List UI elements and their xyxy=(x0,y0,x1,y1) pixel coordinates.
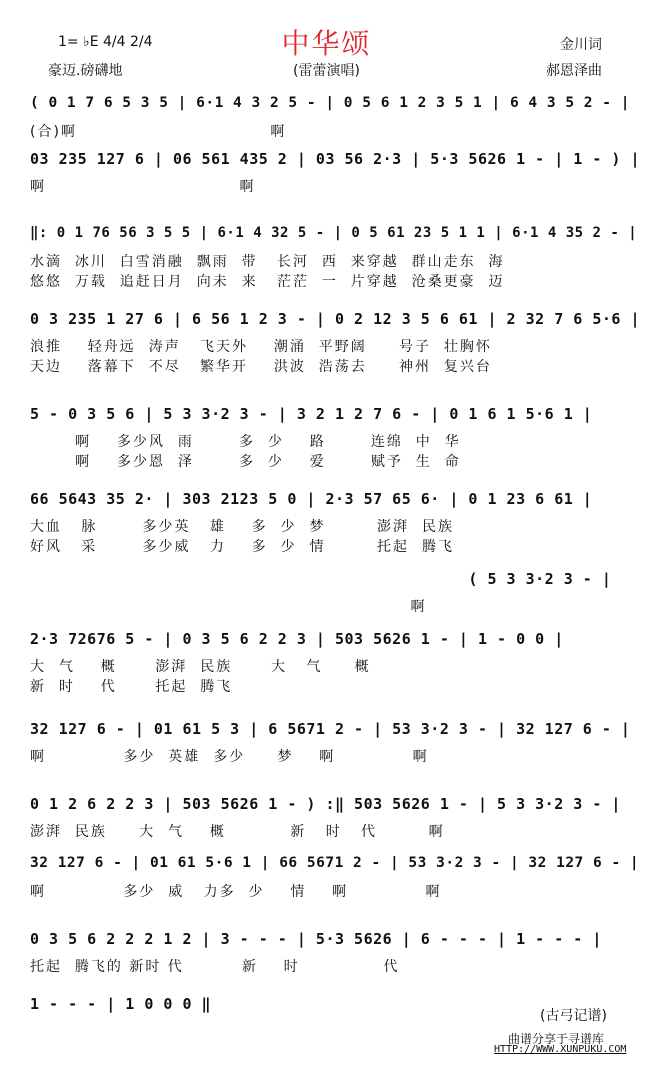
lyric-line: 水滴 冰川 白雪消融 飘雨 带 长河 西 来穿越 群山走东 海 xyxy=(30,254,505,270)
notation-line: 1 - - - | 1 0 0 0 ‖ xyxy=(30,995,212,1013)
notation-line: 32 127 6 - | 01 61 5 3 | 6 5671 2 - | 53 3·2 3 - | 32 127 6 - | xyxy=(30,720,631,738)
lyric-line: 澎湃 民族 大 气 概 新 时 代 啊 xyxy=(30,824,445,840)
lyric-line: 啊 多少恩 泽 多 少 爱 赋予 生 命 xyxy=(30,454,461,470)
lyric-line: 大 气 概 澎湃 民族 大 气 概 xyxy=(30,659,371,675)
composer-credit: 郝恩泽曲 xyxy=(546,63,602,79)
lyric-line: 悠悠 万载 追赶日月 向未 来 茫茫 一 片穿越 沧桑更豪 迈 xyxy=(30,274,505,290)
staff-row xyxy=(0,310,653,406)
site-link[interactable]: HTTP://WWW.XUNPUKU.COM xyxy=(494,1044,627,1055)
notation-line: ‖: 0 1 76 56 3 5 5 | 6·1 4 32 5 - | 0 5 61 23 5 1 1 | 6·1 4 35 2 - | xyxy=(30,225,638,241)
lyric-line: (合)啊 啊 xyxy=(30,124,287,140)
recorder-credit: (古弓记谱) xyxy=(540,1008,607,1024)
lyric-line: 啊 xyxy=(30,599,427,615)
notation-line: 03 235 127 6 | 06 561 435 2 | 03 56 2·3 | 5·3 5626 1 - | 1 - ) | xyxy=(30,150,640,168)
notation-line: 32 127 6 - | 01 61 5·6 1 | 66 5671 2 - | 53 3·2 3 - | 32 127 6 - | xyxy=(30,855,640,871)
lyric-line: 好风 采 多少威 力 多 少 情 托起 腾飞 xyxy=(30,539,454,555)
notation-line: 0 3 235 1 27 6 | 6 56 1 2 3 - | 0 2 12 3 5 6 61 | 2 32 7 6 5·6 | xyxy=(30,310,640,328)
lyric-line: 新 时 代 托起 腾飞 xyxy=(30,679,233,695)
notation-line: 5 - 0 3 5 6 | 5 3 3·2 3 - | 3 2 1 2 7 6 - | 0 1 6 1 5·6 1 | xyxy=(30,405,593,423)
tempo-marking: 豪迈.磅礴地 xyxy=(48,63,123,79)
key-signature: 1= ♭E 4/4 2/4 xyxy=(58,34,153,50)
lyric-line: 浪推 轻舟远 涛声 飞天外 潮涌 平野阔 号子 壮胸怀 xyxy=(30,339,492,355)
lyric-line: 天边 落幕下 不尽 繁华开 洪波 浩荡去 神州 复兴台 xyxy=(30,359,492,375)
lyric-line: 啊 多少风 雨 多 少 路 连绵 中 华 xyxy=(30,434,461,450)
notation-line: ( 0 1 7 6 5 3 5 | 6·1 4 3 2 5 - | 0 5 6 1 2 3 5 1 | 6 4 3 5 2 - | xyxy=(30,95,630,111)
staff-row xyxy=(0,630,653,726)
lyric-line: 托起 腾飞的 新时 代 新 时 代 xyxy=(30,959,400,975)
song-title: 中华颂 xyxy=(281,27,372,60)
notation-line: 0 3 5 6 2 2 2 1 2 | 3 - - - | 5·3 5626 | 6 - - - | 1 - - - | xyxy=(30,930,602,948)
notation-line: ( 5 3 3·2 3 - | xyxy=(30,570,612,588)
share-note: 曲谱分享于寻谱库 xyxy=(508,1032,605,1046)
staff-row xyxy=(0,405,653,501)
notation-line: 2·3 72676 5 - | 0 3 5 6 2 2 3 | 503 5626 1 - | 1 - 0 0 | xyxy=(30,630,564,648)
lyric-line: 啊 多少 英雄 多少 梦 啊 啊 xyxy=(30,749,429,765)
staff-row xyxy=(0,225,653,321)
notation-line: 0 1 2 6 2 2 3 | 503 5626 1 - ) :‖ 503 5626 1 - | 5 3 3·2 3 - | xyxy=(30,795,621,813)
lyric-line: 啊 啊 xyxy=(30,179,256,195)
notation-line: 66 5643 35 2· | 303 2123 5 0 | 2·3 57 65 6· | 0 1 23 6 61 | xyxy=(30,490,593,508)
performer-credit: (雷蕾演唱) xyxy=(293,63,360,79)
lyric-line: 大血 脉 多少英 雄 多 少 梦 澎湃 民族 xyxy=(30,519,454,535)
lyricist-credit: 金川词 xyxy=(560,37,602,53)
lyric-line: 啊 多少 威 力多 少 情 啊 啊 xyxy=(30,884,442,900)
